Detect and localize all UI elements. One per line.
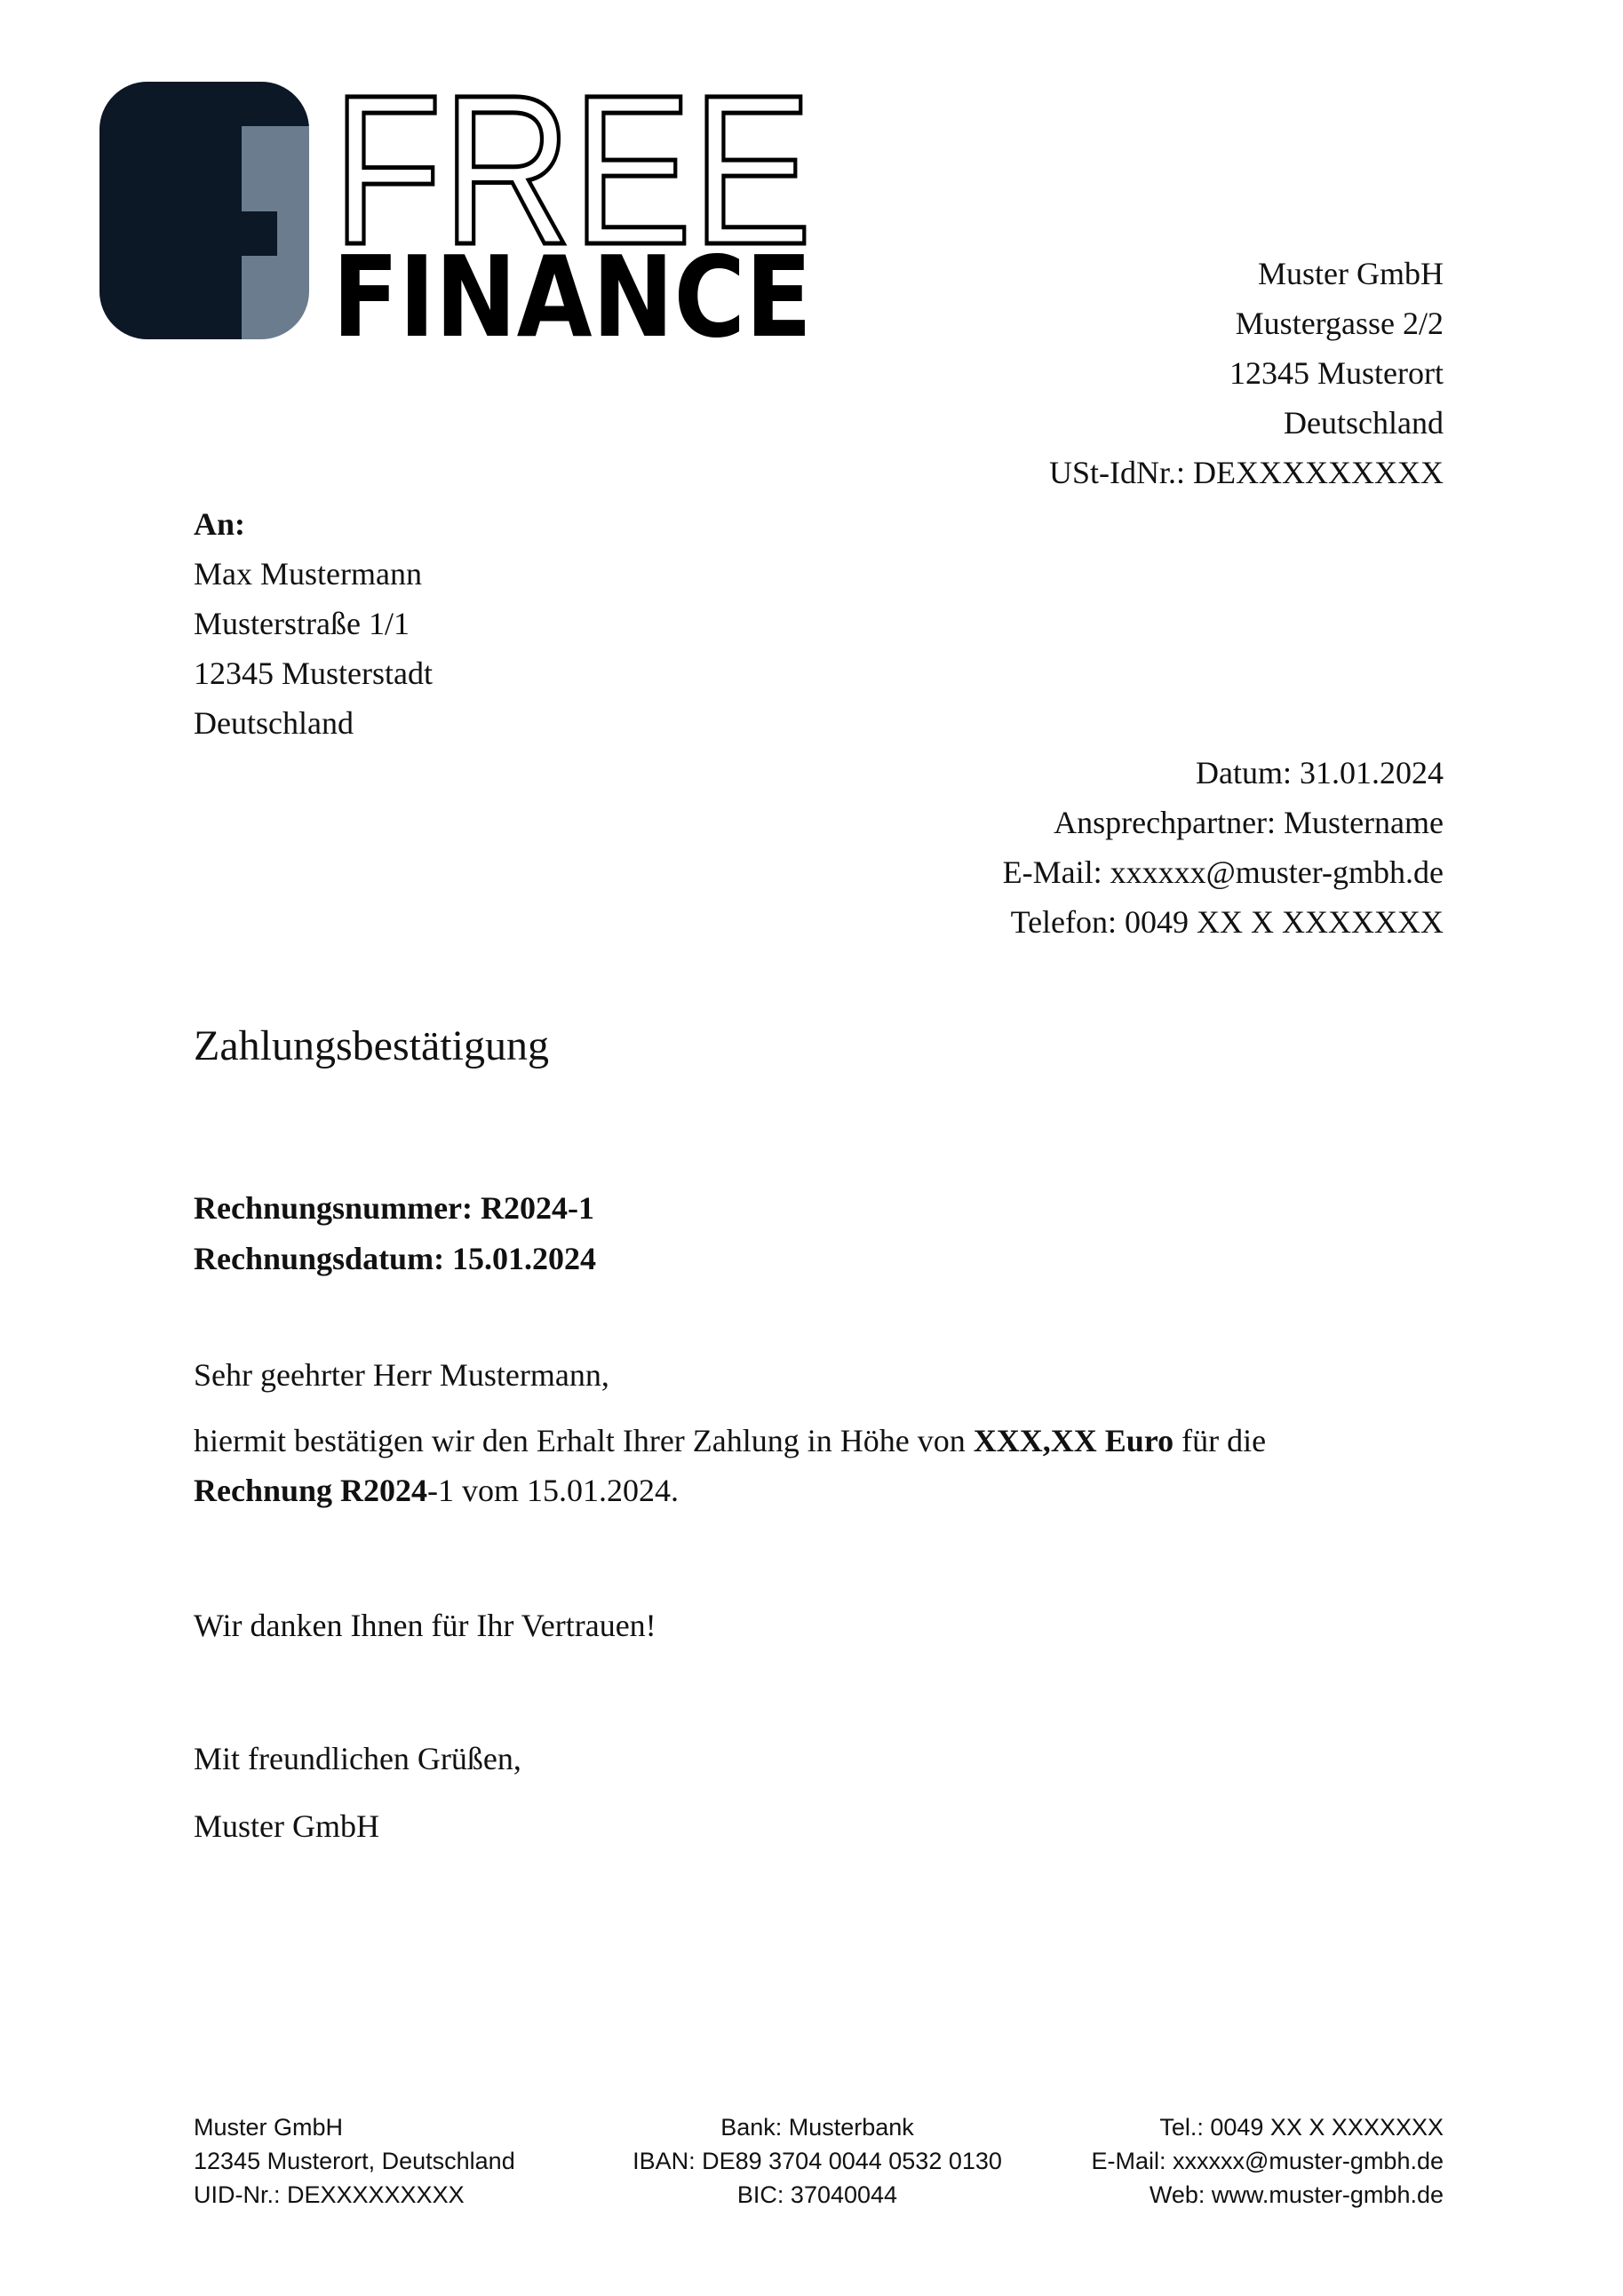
email-line: E-Mail: xxxxxx@muster-gmbh.de bbox=[1002, 854, 1444, 890]
recipient-line: Max Mustermann bbox=[194, 556, 422, 592]
footer-line: Muster GmbH bbox=[194, 2114, 344, 2141]
salutation: Sehr geehrter Herr Mustermann, bbox=[194, 1357, 609, 1393]
footer-line: Tel.: 0049 XX X XXXXXXX bbox=[1159, 2114, 1444, 2141]
document-title: Zahlungsbestätigung bbox=[194, 1022, 549, 1069]
recipient-label: An: bbox=[194, 506, 246, 542]
invoice-number: Rechnungsnummer: R2024-1 bbox=[194, 1190, 595, 1226]
closing-line: Mit freundlichen Grüßen, bbox=[194, 1741, 521, 1776]
recipient-line: Deutschland bbox=[194, 705, 354, 741]
footer-line: Web: www.muster-gmbh.de bbox=[1149, 2181, 1444, 2208]
company-logo bbox=[99, 78, 828, 345]
date-line: Datum: 31.01.2024 bbox=[1196, 755, 1444, 790]
sender-line: 12345 Musterort bbox=[1229, 355, 1444, 391]
invoice-reference: Rechnung R2024 bbox=[194, 1473, 428, 1508]
sender-line: Mustergasse 2/2 bbox=[1235, 306, 1444, 341]
sender-address bbox=[1049, 249, 1444, 497]
footer-line: UID-Nr.: DEXXXXXXXXX bbox=[194, 2181, 465, 2208]
footer-line: Bank: Musterbank bbox=[720, 2114, 914, 2141]
free-finance-logo-icon bbox=[99, 78, 828, 345]
footer-line: 12345 Musterort, Deutschland bbox=[194, 2148, 515, 2174]
footer-line: BIC: 37040044 bbox=[736, 2181, 898, 2208]
footer-company bbox=[194, 2110, 515, 2212]
logo-finance-text: FINANCE bbox=[332, 232, 812, 345]
recipient-address bbox=[194, 499, 433, 748]
payment-amount: XXX,XX Euro bbox=[973, 1423, 1174, 1458]
logo-free-text: FREE bbox=[332, 78, 812, 289]
footer-contact bbox=[1092, 2110, 1444, 2212]
sender-vat-id: USt-IdNr.: DEXXXXXXXXX bbox=[1049, 455, 1444, 490]
invoice-date: Rechnungsdatum: 15.01.2024 bbox=[194, 1241, 597, 1276]
paragraph-text: hiermit bestätigen wir den Erhalt Ihrer Zahlung in Höhe von bbox=[194, 1423, 974, 1458]
thanks-line: Wir danken Ihnen für Ihr Vertrauen! bbox=[194, 1608, 656, 1643]
signer-name: Muster GmbH bbox=[194, 1808, 379, 1844]
paragraph-text: -1 vom 15.01.2024. bbox=[427, 1473, 680, 1508]
paragraph-text: für die bbox=[1173, 1423, 1267, 1458]
sender-line: Muster GmbH bbox=[1258, 256, 1444, 291]
sender-line: Deutschland bbox=[1284, 405, 1444, 441]
phone-line: Telefon: 0049 XX X XXXXXXX bbox=[1010, 904, 1444, 940]
recipient-line: 12345 Musterstadt bbox=[194, 655, 433, 691]
contact-person-line: Ansprechpartner: Mustername bbox=[1054, 805, 1444, 840]
footer-line: IBAN: DE89 3704 0044 0532 0130 bbox=[632, 2148, 1002, 2174]
footer-line: E-Mail: xxxxxx@muster-gmbh.de bbox=[1091, 2148, 1444, 2174]
letter-meta bbox=[1003, 748, 1444, 947]
confirmation-paragraph bbox=[194, 1416, 1437, 1515]
recipient-line: Musterstraße 1/1 bbox=[194, 606, 410, 641]
invoice-references bbox=[194, 1183, 596, 1284]
footer-bank bbox=[569, 2110, 1066, 2212]
